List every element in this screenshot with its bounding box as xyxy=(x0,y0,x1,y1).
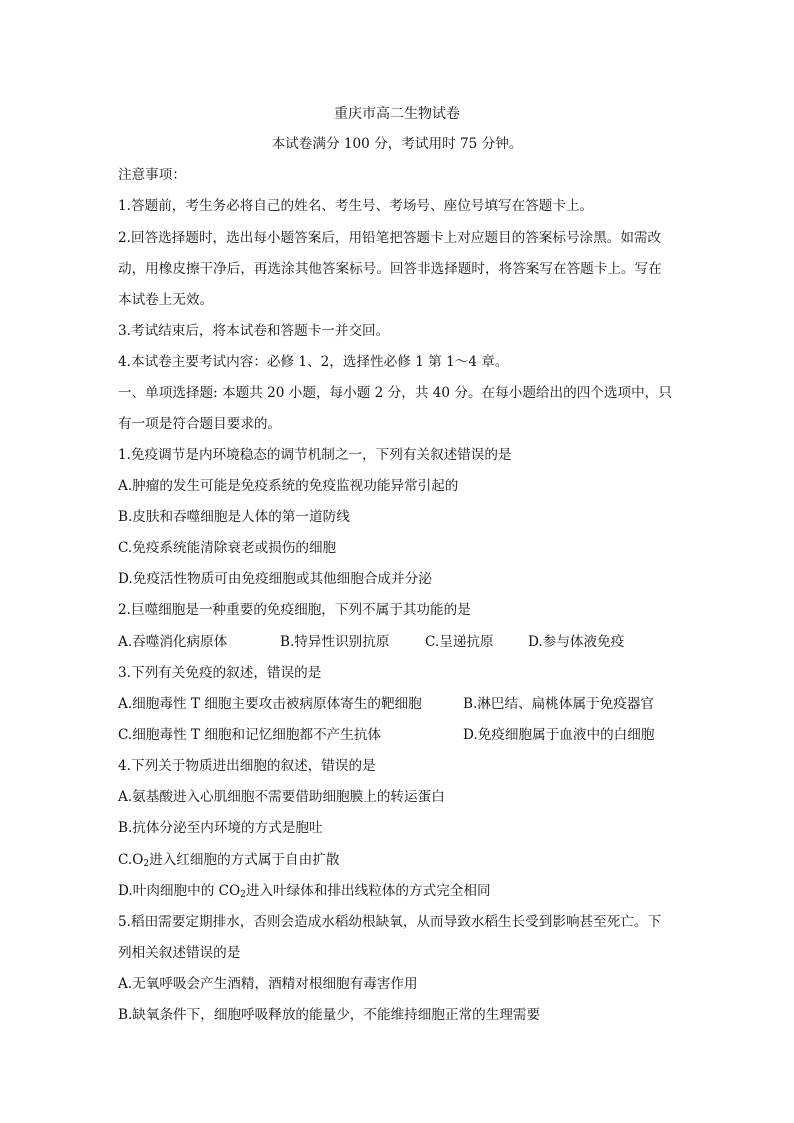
q2-stem: 2.巨噬细胞是一种重要的免疫细胞，下列不属于其功能的是 xyxy=(118,602,471,618)
q3-option-b: B.淋巴结、扁桃体属于免疫器官 xyxy=(463,696,655,712)
notice-item-2-line-3: 本试卷上无效。 xyxy=(118,292,214,308)
section-intro-line-1: 一、单项选择题: 本题共 20 小题，每小题 2 分，共 40 分。在每小题给出的四个选项中，只 xyxy=(118,385,672,401)
q4-option-a: A.氨基酸进入心肌细胞不需要借助细胞膜上的转运蛋白 xyxy=(118,789,445,805)
section-intro-line-2: 有一项是符合题目要求的。 xyxy=(118,416,282,432)
q3-stem: 3.下列有关免疫的叙述，错误的是 xyxy=(118,665,322,681)
q1-stem: 1.免疫调节是内环境稳态的调节机制之一，下列有关叙述错误的是 xyxy=(118,447,512,463)
q3-options-row-1 xyxy=(118,694,678,714)
notice-item-3: 3.考试结束后，将本试卷和答题卡一并交回。 xyxy=(118,323,390,339)
q4-option-d-sub: 2 xyxy=(240,890,246,900)
q2-option-a: A.吞噬消化病原体 xyxy=(118,634,228,650)
q1-option-d: D.免疫活性物质可由免疫细胞或其他细胞合成并分泌 xyxy=(118,571,432,587)
notice-item-1: 1.答题前，考生务必将自己的姓名、考生号、考场号、座位号填写在答题卡上。 xyxy=(118,198,594,214)
q2-option-d: D.参与体液免疫 xyxy=(528,634,625,650)
page-title: 重庆市高二生物试卷 xyxy=(334,106,460,122)
q3-option-d: D.免疫细胞属于血液中的白细胞 xyxy=(463,727,655,743)
notice-heading: 注意事项： xyxy=(118,167,186,183)
q4-option-c-post: 进入红细胞的方式属于自由扩散 xyxy=(149,852,340,868)
notice-item-4: 4.本试卷主要考试内容：必修 1、2，选择性必修 1 第 1～4 章。 xyxy=(118,354,509,370)
q4-option-d xyxy=(118,881,678,905)
q4-option-c xyxy=(118,850,678,874)
q2-option-c: C.呈递抗原 xyxy=(425,634,494,650)
q1-option-a: A.肿瘤的发生可能是免疫系统的免疫监视功能异常引起的 xyxy=(118,478,459,494)
q5-option-a: A.无氧呼吸会产生酒精，酒精对根细胞有毒害作用 xyxy=(118,976,418,992)
page-subtitle: 本试卷满分 100 分，考试用时 75 分钟。 xyxy=(271,136,523,152)
q5-stem-line-1: 5.稻田需要定期排水，否则会造成水稻幼根缺氧，从而导致水稻生长受到影响甚至死亡。下 xyxy=(118,914,662,930)
q5-option-b: B.缺氧条件下，细胞呼吸释放的能量少，不能维持细胞正常的生理需要 xyxy=(118,1007,541,1023)
q4-stem: 4.下列关于物质进出细胞的叙述，错误的是 xyxy=(118,758,376,774)
q5-stem-line-2: 列相关叙述错误的是 xyxy=(118,945,241,961)
q4-option-b: B.抗体分泌至内环境的方式是胞吐 xyxy=(118,820,323,836)
q4-option-c-sub: 2 xyxy=(143,859,150,869)
q4-option-c-pre: C.O xyxy=(118,852,144,868)
notice-item-2-line-2: 动，用橡皮擦干净后，再选涂其他答案标号。回答非选择题时，将答案写在答题卡上。写在 xyxy=(118,261,662,277)
q4-option-d-post: 进入叶绿体和排出线粒体的方式完全相同 xyxy=(245,883,491,899)
q4-option-d-pre: D.叶肉细胞中的 CO xyxy=(118,883,241,899)
q3-option-a: A.细胞毒性 T 细胞主要攻击被病原体寄生的靶细胞 xyxy=(118,696,422,712)
q1-option-b: B.皮肤和吞噬细胞是人体的第一道防线 xyxy=(118,509,350,525)
q2-options xyxy=(118,632,678,652)
q3-option-c: C.细胞毒性 T 细胞和记忆细胞都不产生抗体 xyxy=(118,727,382,743)
q2-option-b: B.特异性识别抗原 xyxy=(280,634,390,650)
q1-option-c: C.免疫系统能清除衰老或损伤的细胞 xyxy=(118,540,337,556)
q3-options-row-2 xyxy=(118,725,678,745)
notice-item-2-line-1: 2.回答选择题时，选出每小题答案后，用铅笔把答题卡上对应题目的答案标号涂黑。如需改 xyxy=(118,230,662,246)
